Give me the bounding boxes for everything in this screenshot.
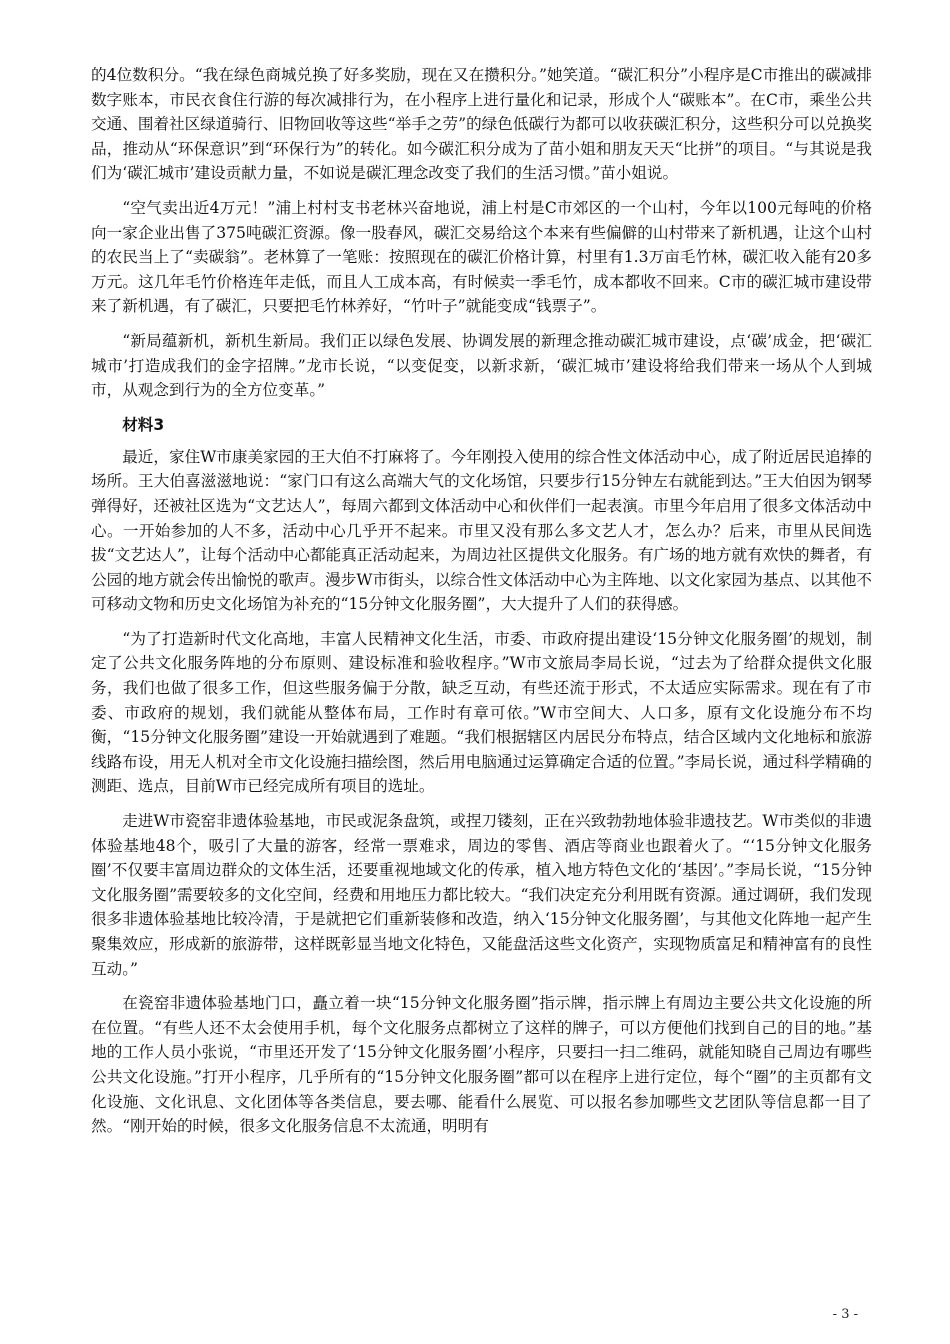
paragraph-signboard-app: 在瓷窑非遗体验基地门口，矗立着一块“15分钟文化服务圈”指示牌，指示牌上有周边主要公共文化设施的所在位置。“有些人还不太会使用手机，每个文化服务点都树立了这样的牌子，可以方便他们找到自己的目的地。”基地的工作人员小张说，“市里还开发了‘15分钟文化服务圈’小程序，只要扫一扫二维码，就能知晓自己周边有哪些公共文化设施。”打开小程序，几乎所有的“15分钟文化服务圈”都可以在程序上进行定位，每个“圈”的主页都有文化设施、文化讯息、文化团体等各类信息，要去哪、能看什么展览、可以报名参加哪些文艺团队等信息都一目了然。“刚开始的时候，很多文化服务信息不太流通，明明有	[91, 994, 872, 1136]
paragraph-carbon-trade: “空气卖出近4万元！”浦上村村支书老林兴奋地说，浦上村是C市郊区的一个山村，今年以100元每吨的价格向一家企业出售了375吨碳汇资源。像一股春风，碳汇交易给这个本来有些偏僻的山村带来了新机遇，让这个山村的农民当上了“卖碳翁”。老林算了一笔账：按照现在的碳汇价格计算，村里有1.3万亩毛竹林，碳汇收入能有20多万元。这几年毛竹价格连年走低，而且人工成本高，有时候卖一季毛竹，成本都收不回来。C市的碳汇城市建设带来了新机遇，有了碳汇，只要把毛竹林养好，“竹叶子”就能变成“钱票子”。	[91, 198, 872, 316]
paragraph-culture-center: 最近，家住W市康美家园的王大伯不打麻将了。今年刚投入使用的综合性文体活动中心，成了附近居民追捧的场所。王大伯喜滋滋地说：“家门口有这么高端大气的文化场馆，只要步行15分钟左右就能到达。”王大伯因为钢琴弹得好，还被社区选为“文艺达人”，每周六都到文体活动中心和伙伴们一起表演。市里今年启用了很多文体活动中心。一开始参加的人不多，活动中心几乎开不起来。市里又没有那么多文艺人才，怎么办？后来，市里从民间选拔“文艺达人”，让每个活动中心都能真正活动起来，为周边社区提供文化服务。有广场的地方就有欢快的舞者，有公园的地方就会传出愉悦的歌声。漫步W市街头，以综合性文体活动中心为主阵地、以文化家园为基点、以其他不可移动文物和历史文化场馆为补充的“15分钟文化服务圈”，大大提升了人们的获得感。	[91, 447, 872, 614]
paragraph-bureau-chief: “为了打造新时代文化高地，丰富人民精神文化生活，市委、市政府提出建设‘15分钟文化服务圈’的规划，制定了公共文化服务阵地的分布原则、建设标准和验收程序。”W市文旅局李局长说，“过去为了给群众提供文化服务，我们也做了很多工作，但这些服务偏于分散，缺乏互动，有些还流于形式，不太适应实际需求。现在有了市委、市政府的规划，我们就能从整体布局，工作时有章可依。”W市空间大、人口多，原有文化设施分布不均衡，“15分钟文化服务圈”建设一开始就遇到了难题。“我们根据辖区内居民分布特点，结合区域内文化地标和旅游线路布设，用无人机对全市文化设施扫描绘图，然后用电脑通过运算确定合适的位置。”李局长说，通过科学精确的测距、选点，目前W市已经完成所有项目的选址。	[91, 629, 872, 796]
section-heading: 材料3	[122, 415, 165, 434]
page-number: - 3 -	[832, 1307, 858, 1322]
paragraph-heritage-base: 走进W市瓷窑非遗体验基地，市民或泥条盘筑，或捏刀镂刻，正在兴致勃勃地体验非遗技艺。W市类似的非遗体验基地48个，吸引了大量的游客，经常一票难求，周边的零售、酒店等商业也跟着火了。“‘15分钟文化服务圈’不仅要丰富周边群众的文体生活，还要重视地域文化的传承，植入地方特色文化的‘基因’。”李局长说，“15分钟文化服务圈”需要较多的文化空间，经费和用地压力都比较大。“我们决定充分利用既有资源。通过调研，我们发现很多非遗体验基地比较冷清，于是就把它们重新装修和改造，纳入‘15分钟文化服务圈’，与其他文化阵地一起产生聚集效应，形成新的旅游带，这样既彰显当地文化特色，又能盘活这些文化资产，实现物质富足和精神富有的良性互动。”	[91, 812, 872, 978]
document-page	[91, 63, 872, 1149]
paragraph-carbon-points: 的4位数积分。“我在绿色商城兑换了好多奖励，现在又在攒积分。”她笑道。“碳汇积分”小程序是C市推出的碳减排数字账本，市民衣食住行游的每次减排行为，在小程序上进行量化和记录，形成个人“碳账本”。在C市，乘坐公共交通、围着社区绿道骑行、旧物回收等这些“举手之劳”的绿色低碳行为都可以收获碳汇积分，这些积分可以兑换奖品，推动从“环保意识”到“环保行为”的转化。如今碳汇积分成为了苗小姐和朋友天天“比拼”的项目。“与其说是我们为‘碳汇城市’建设贡献力量，不如说是碳汇理念改变了我们的生活习惯。”苗小姐说。	[91, 66, 872, 183]
paragraph-mayor-quote: “新局蕴新机，新机生新局。我们正以绿色发展、协调发展的新理念推动碳汇城市建设，点‘碳’成金，把‘碳汇城市’打造成我们的金字招牌。”龙市长说，“以变促变，以新求新，‘碳汇城市’建设将给我们带来一场从个人到城市，从观念到行为的全方位变革。”	[91, 331, 872, 400]
